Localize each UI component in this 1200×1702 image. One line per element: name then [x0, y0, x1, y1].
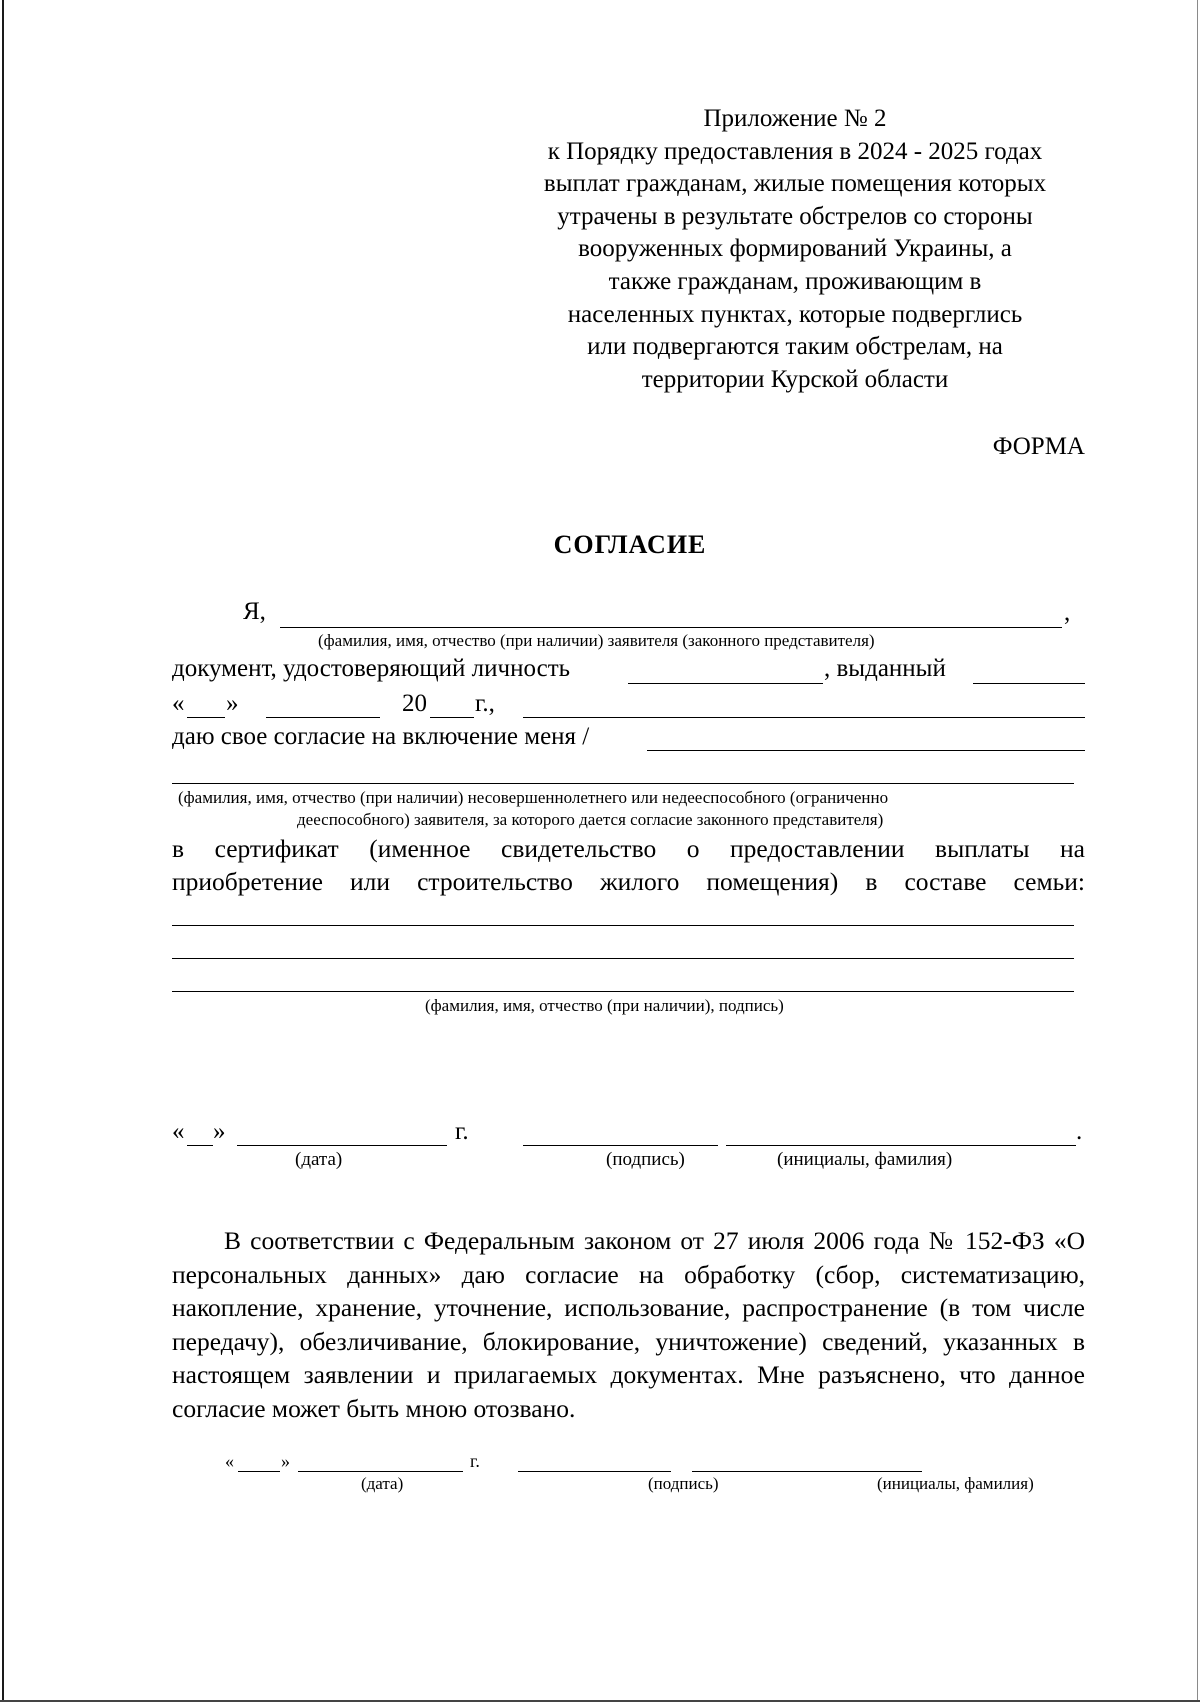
issued-label: , выданный [824, 655, 946, 682]
quote-open: « [172, 690, 185, 717]
family-member-field-3[interactable] [172, 991, 1074, 992]
minor-caption-2: дееспособного) заявителя, за которого дается согласие законного представителя) [297, 810, 884, 829]
sig2-day-field[interactable] [238, 1471, 280, 1472]
sig1-signature-field[interactable] [523, 1145, 718, 1146]
scan-edge-left [2, 0, 4, 1702]
minor-caption-1: (фамилия, имя, отчество (при наличии) несовершеннолетнего или недееспособного (ограниченно [178, 788, 889, 807]
document-label: документ, удостоверяющий личность [172, 655, 571, 682]
header-line: выплат гражданам, жилые помещения которых [543, 170, 1047, 198]
sig1-day-field[interactable] [187, 1145, 213, 1146]
family-member-field-1[interactable] [172, 925, 1074, 926]
sig1-signature-caption: (подпись) [606, 1149, 685, 1170]
consent-name-field[interactable] [647, 750, 1085, 751]
header-line: Приложение № 2 [703, 105, 887, 132]
appendix-header [505, 103, 1085, 396]
certificate-line-2: приобретение или строительство жилого помещения) в составе семьи: [172, 867, 1085, 896]
issue-day-field[interactable] [187, 717, 225, 718]
sig1-date-field[interactable] [237, 1145, 447, 1146]
sig2-quote-open: « [225, 1451, 234, 1471]
sig2-quote-close: » [281, 1451, 290, 1471]
sig1-quote-open: « [172, 1118, 185, 1145]
issue-year-field[interactable] [430, 717, 474, 718]
ya-label: Я, [243, 598, 266, 625]
sig2-year-mark: г. [470, 1451, 480, 1471]
issuing-authority-field[interactable] [523, 717, 1085, 718]
header-line: к Порядку предоставления в 2024 - 2025 годах [547, 137, 1043, 165]
minor-name-field[interactable] [172, 783, 1074, 784]
family-caption: (фамилия, имя, отчество (при наличии), подпись) [425, 996, 784, 1015]
sig1-period: . [1076, 1118, 1083, 1145]
header-line: или подвергаются таким обстрелам, на [587, 333, 1003, 361]
sig2-date-field[interactable] [298, 1471, 463, 1472]
header-line: также гражданам, проживающим в [608, 267, 982, 295]
sig1-quote-close: » [213, 1118, 226, 1145]
year-suffix: г., [475, 690, 495, 717]
sig1-year-mark: г. [455, 1118, 469, 1145]
sig2-signature-field[interactable] [518, 1471, 671, 1472]
header-line: вооруженных формирований Украины, а [578, 235, 1012, 263]
year-prefix: 20 [402, 690, 427, 717]
applicant-name-field[interactable] [280, 627, 1062, 628]
sig2-date-caption: (дата) [361, 1474, 404, 1493]
form-label: ФОРМА [992, 433, 1085, 460]
header-line: территории Курской области [641, 365, 949, 393]
consent-label: даю свое согласие на включение меня / [172, 723, 590, 750]
sig1-name-field[interactable] [726, 1145, 1076, 1146]
issue-month-field[interactable] [266, 717, 380, 718]
family-member-field-2[interactable] [172, 958, 1074, 959]
document-field[interactable] [628, 683, 823, 684]
sig2-name-caption: (инициалы, фамилия) [877, 1474, 1034, 1493]
issued-by-field[interactable] [973, 683, 1085, 684]
header-line: утрачены в результате обстрелов со стороны [557, 202, 1033, 230]
sig2-name-field[interactable] [692, 1471, 922, 1472]
document-title: СОГЛАСИЕ [553, 530, 707, 559]
quote-close: » [226, 690, 239, 717]
certificate-line-1: в сертификат (именное свидетельство о предоставлении выплаты на [172, 834, 1085, 863]
sig1-date-caption: (дата) [295, 1149, 343, 1170]
header-line: населенных пунктах, которые подверглись [567, 300, 1023, 328]
scan-edge-right [1197, 0, 1198, 1702]
sig2-signature-caption: (подпись) [648, 1474, 719, 1493]
personal-data-paragraph [172, 1224, 1085, 1425]
comma: , [1064, 599, 1071, 626]
applicant-caption: (фамилия, имя, отчество (при наличии) заявителя (законного представителя) [318, 631, 875, 650]
sig1-name-caption: (инициалы, фамилия) [777, 1149, 953, 1170]
personal-data-text: В соответствии с Федеральным законом от 27 июля 2006 года № 152-ФЗ «О персональных данных» даю согласие на обработку (сбор, систематизацию, накопление, хранение, уточнение, использование, распространение (в том числе передачу), обезличивание, блокирование, уничтожение) сведений, указанных в настоящем заявлении и прилагаемых документах. Мне разъяснено, что данное согласие может быть мною отозвано. [172, 1226, 1085, 1423]
